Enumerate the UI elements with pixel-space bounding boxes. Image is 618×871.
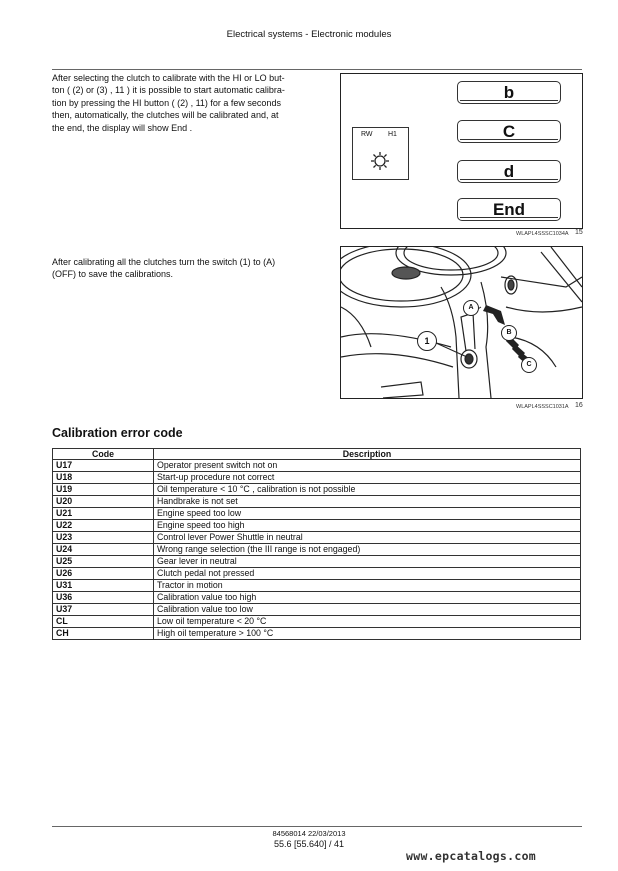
table-row — [53, 544, 581, 556]
code-cell: U31 — [53, 580, 154, 592]
display-c — [457, 120, 561, 143]
text-line: After calibrating all the clutches turn the switch (1) to (A) — [52, 257, 276, 267]
display-end — [457, 198, 561, 221]
code-cell: CL — [53, 616, 154, 628]
rw-label: RW — [361, 131, 373, 138]
description-cell: Engine speed too high — [154, 520, 581, 532]
figure-15-caption: WLAPL4SSSC1034A — [516, 231, 569, 237]
description-cell: Tractor in motion — [154, 580, 581, 592]
table-row — [53, 520, 581, 532]
table-row — [53, 508, 581, 520]
table-row — [53, 592, 581, 604]
description-cell: High oil temperature > 100 °C — [154, 628, 581, 640]
column-header-description: Description — [154, 449, 581, 460]
display-text: b — [503, 83, 515, 102]
description-cell: Oil temperature < 10 °C , calibration is not possible — [154, 484, 581, 496]
code-cell: U26 — [53, 568, 154, 580]
display-text: C — [502, 122, 516, 141]
code-cell: U24 — [53, 544, 154, 556]
callout-c: C — [521, 357, 537, 373]
table-row — [53, 460, 581, 472]
callout-a: A — [463, 300, 479, 316]
text-line: ton ( (2) or (3) , 11 ) it is possible to start automatic calibra- — [52, 85, 285, 96]
callout-1: 1 — [417, 331, 437, 351]
display-d — [457, 160, 561, 183]
code-cell: U20 — [53, 496, 154, 508]
figure-16-caption: WLAPL4SSSC1031A — [516, 404, 569, 410]
description-cell: Engine speed too low — [154, 508, 581, 520]
section-title: Calibration error code — [52, 426, 183, 440]
code-cell: U37 — [53, 604, 154, 616]
code-cell: U21 — [53, 508, 154, 520]
table-row — [53, 472, 581, 484]
code-cell: U18 — [53, 472, 154, 484]
description-cell: Control lever Power Shuttle in neutral — [154, 532, 581, 544]
table-row — [53, 484, 581, 496]
code-cell: CH — [53, 628, 154, 640]
text-line: then, automatically, the clutches will be calibrated and, at — [52, 110, 279, 121]
display-text: End — [492, 200, 526, 219]
text-line: the end, the display will show End . — [52, 122, 193, 133]
figure-15-number: 15 — [575, 229, 583, 236]
table-row — [53, 556, 581, 568]
figure-16-switch-illustration — [340, 246, 583, 399]
table-header-row — [53, 449, 581, 460]
h1-label: H1 — [388, 131, 397, 138]
page-header: Electrical systems - Electronic modules — [226, 29, 392, 40]
description-cell: Clutch pedal not pressed — [154, 568, 581, 580]
calibration-error-table — [52, 448, 581, 640]
code-cell: U17 — [53, 460, 154, 472]
description-cell: Operator present switch not on — [154, 460, 581, 472]
display-b — [457, 81, 561, 104]
description-cell: Calibration value too low — [154, 604, 581, 616]
table-row — [53, 568, 581, 580]
text-line: tion by pressing the HI button ( (2) , 11) for a few seconds — [52, 97, 281, 108]
paragraph-save-calibrations — [52, 256, 324, 281]
description-cell: Gear lever in neutral — [154, 556, 581, 568]
text-line: (OFF) to save the calibrations. — [52, 269, 174, 280]
header-rule — [52, 69, 582, 70]
table-row — [53, 604, 581, 616]
column-header-code: Code — [53, 449, 154, 460]
code-cell: U25 — [53, 556, 154, 568]
steering-column-illustration — [341, 247, 582, 398]
table-row — [53, 628, 581, 640]
footer-doc-ref: 84568014 22/03/2013 — [272, 829, 346, 838]
table-row — [53, 532, 581, 544]
code-cell: U36 — [53, 592, 154, 604]
figure-16-number: 16 — [575, 402, 583, 409]
watermark-link[interactable]: www.epcatalogs.com — [406, 849, 537, 863]
description-cell: Start-up procedure not correct — [154, 472, 581, 484]
control-panel-box — [352, 127, 409, 180]
table-row — [53, 580, 581, 592]
sun-gear-icon — [370, 151, 390, 171]
footer-page-number: 55.6 [55.640] / 41 — [273, 839, 345, 849]
code-cell: U22 — [53, 520, 154, 532]
figure-15-display-sequence — [340, 73, 583, 229]
description-cell: Handbrake is not set — [154, 496, 581, 508]
description-cell: Calibration value too high — [154, 592, 581, 604]
table-row — [53, 496, 581, 508]
paragraph-calibration-start — [52, 72, 324, 134]
description-cell: Wrong range selection (the III range is not engaged) — [154, 544, 581, 556]
code-cell: U23 — [53, 532, 154, 544]
footer-rule — [52, 826, 582, 827]
display-text: d — [503, 162, 515, 181]
text-line: After selecting the clutch to calibrate with the HI or LO but- — [52, 73, 285, 83]
description-cell: Low oil temperature < 20 °C — [154, 616, 581, 628]
table-row — [53, 616, 581, 628]
code-cell: U19 — [53, 484, 154, 496]
callout-b: B — [501, 325, 517, 341]
